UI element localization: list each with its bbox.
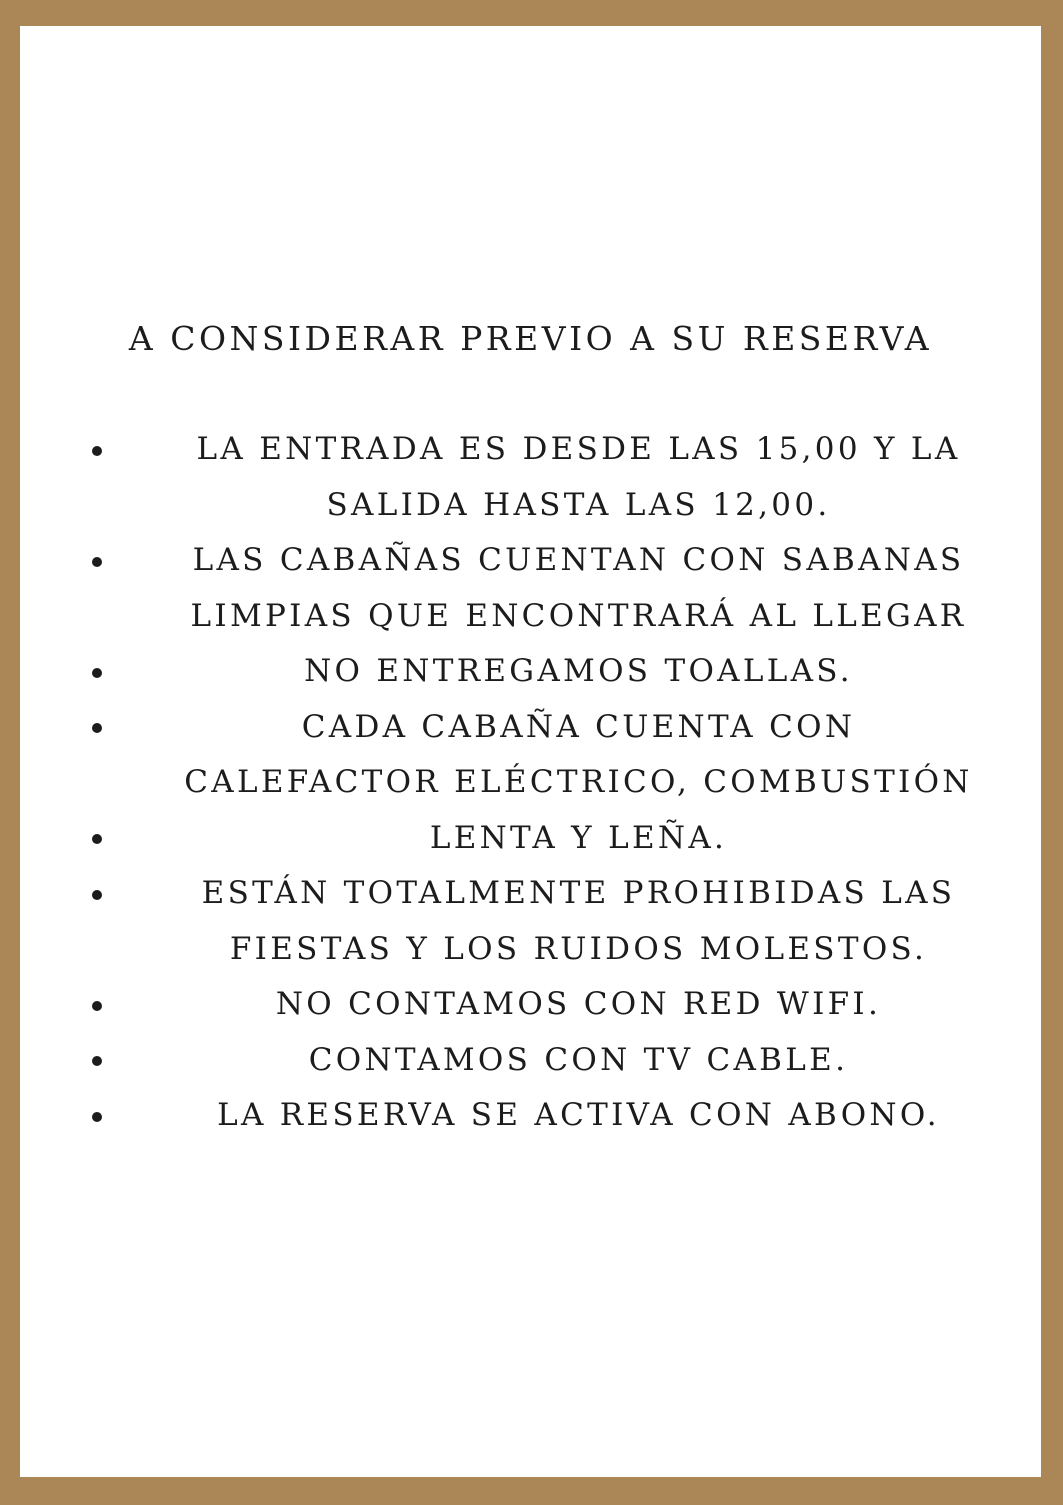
- rule-text: LENTA Y LEÑA.: [429, 819, 728, 856]
- rule-line: [20, 478, 1041, 534]
- rule-text: SALIDA HASTA LAS 12,00.: [326, 486, 831, 523]
- rule-text: NO ENTREGAMOS TOALLAS.: [304, 653, 853, 689]
- rule-line: [20, 866, 1041, 922]
- rule-text: CADA CABAÑA CUENTA CON: [301, 708, 856, 745]
- rule-text: LA RESERVA SE ACTIVA CON ABONO.: [217, 1097, 940, 1133]
- rule-line: [20, 1033, 1041, 1089]
- bullet-icon: [92, 1001, 102, 1011]
- rule-text: LA ENTRADA ES DESDE LAS 15,00 Y LA: [196, 431, 961, 467]
- rule-line: [20, 811, 1041, 867]
- rule-line: [20, 422, 1041, 478]
- bullet-icon: [92, 834, 102, 844]
- bullet-icon: [92, 446, 102, 456]
- rule-line: [20, 533, 1041, 589]
- rule-text: NO CONTAMOS CON RED WIFI.: [275, 986, 882, 1022]
- rule-line: [20, 1088, 1041, 1144]
- rule-line: [20, 700, 1041, 756]
- bullet-icon: [92, 668, 102, 678]
- bullet-icon: [92, 557, 102, 567]
- rule-line: [20, 977, 1041, 1033]
- bullet-icon: [92, 1112, 102, 1122]
- rule-text: LIMPIAS QUE ENCONTRARÁ AL LLEGAR: [190, 597, 967, 634]
- rule-line: [20, 589, 1041, 645]
- rule-text: FIESTAS Y LOS RUIDOS MOLESTOS.: [229, 930, 928, 967]
- rule-text: CONTAMOS CON TV CABLE.: [308, 1041, 849, 1078]
- bullet-icon: [92, 723, 102, 733]
- rule-line: [20, 644, 1041, 700]
- bullet-icon: [92, 890, 102, 900]
- bullet-icon: [92, 1056, 102, 1066]
- rule-text: ESTÁN TOTALMENTE PROHIBIDAS LAS: [201, 875, 956, 911]
- page-title: A CONSIDERAR PREVIO A SU RESERVA: [128, 319, 933, 358]
- rule-line: [20, 755, 1041, 811]
- rule-text: LAS CABAÑAS CUENTAN CON SABANAS: [192, 542, 965, 578]
- rules-list: [20, 422, 1041, 1144]
- rule-line: [20, 922, 1041, 978]
- document-page: [20, 26, 1041, 1477]
- rule-text: CALEFACTOR ELÉCTRICO, COMBUSTIÓN: [184, 764, 973, 800]
